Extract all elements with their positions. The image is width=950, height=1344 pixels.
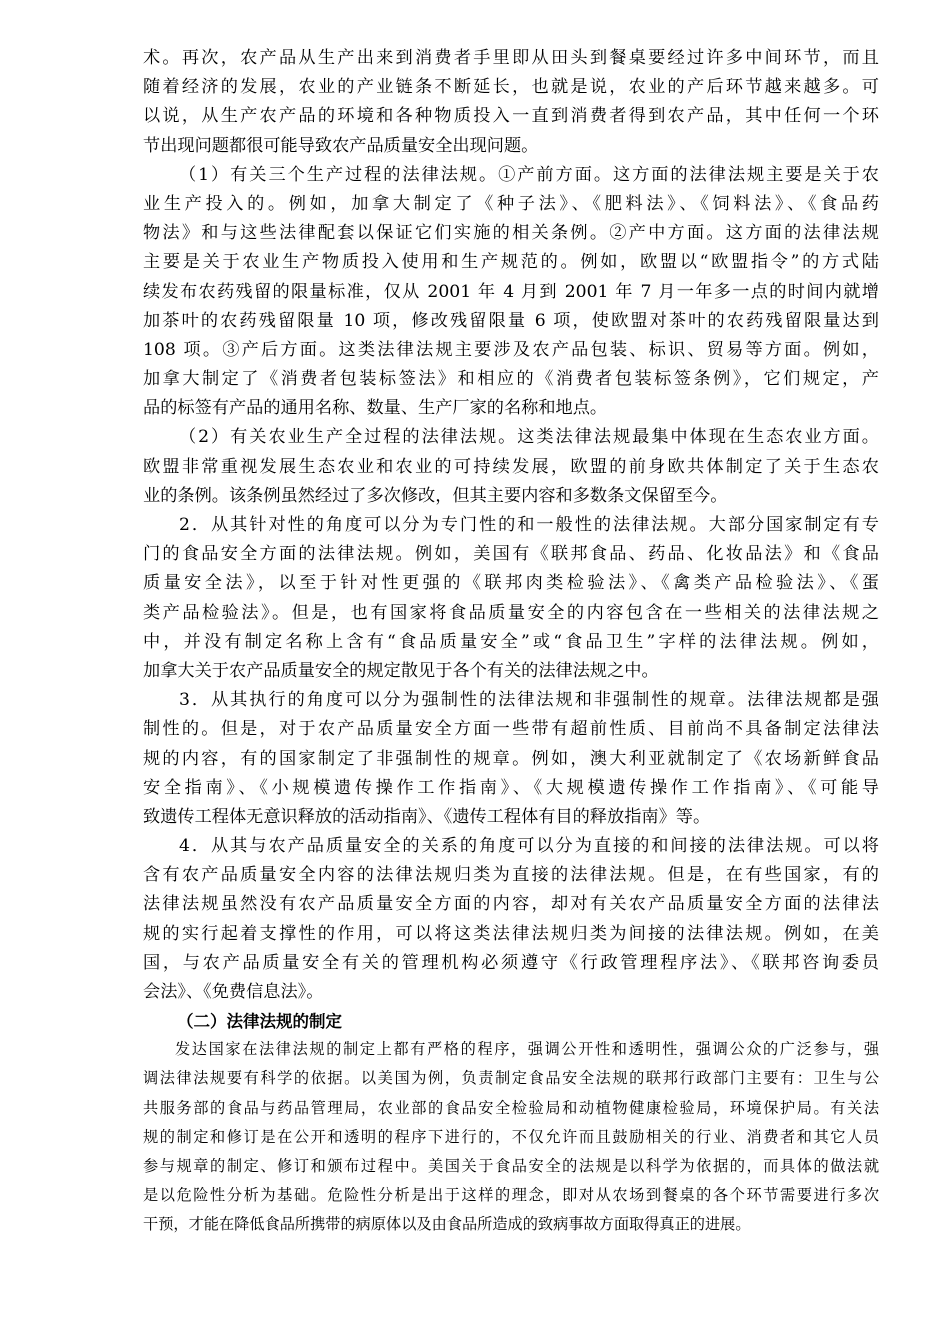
text-line: 规的内容，有的国家制定了非强制性的规章。例如，澳大利亚就制定了《农场新鲜食品	[143, 748, 879, 769]
text-line: 3．从其执行的角度可以分为强制性的法律法规和非强制性的规章。法律法规都是强	[179, 690, 879, 711]
text-line: 节出现问题都很可能导致农产品质量安全出现问题。	[143, 135, 539, 156]
text-line: 加拿大关于农产品质量安全的规定散见于各个有关的法律法规之中。	[143, 660, 659, 681]
text-line: 续发布农药残留的限量标准，仅从 2001 年 4 月到 2001 年 7 月一年多一点的时间内就增	[143, 281, 879, 302]
text-line: 欧盟非常重视发展生态农业和农业的可持续发展，欧盟的前身欧共体制定了关于生态农	[143, 456, 879, 477]
section-heading: （二）法律法规的制定	[177, 1012, 342, 1032]
text-line: 物法》和与这些法律配套以保证它们实施的相关条例。②产中方面。这方面的法律法规	[143, 223, 879, 244]
text-line: 4．从其与农产品质量安全的关系的角度可以分为直接的和间接的法律法规。可以将	[179, 836, 879, 857]
text-line: 以说，从生产农产品的环境和各种物质投入一直到消费者得到农产品，其中任何一个环	[143, 106, 879, 127]
text-line: 主要是关于农业生产物质投入使用和生产规范的。例如，欧盟以“欧盟指令”的方式陆	[143, 252, 879, 273]
text-line: 参与规章的制定、修订和颁布过程中。美国关于食品安全的法规是以科学为依据的，而具体的做法就	[143, 1156, 879, 1175]
text-line: 法律法规虽然没有农产品质量安全方面的内容，却对有关农产品质量安全方面的法律法	[143, 894, 879, 915]
text-line: 术。再次，农产品从生产出来到消费者手里即从田头到餐桌要经过许多中间环节，而且	[143, 48, 879, 68]
text-line: （1）有关三个生产过程的法律法规。①产前方面。这方面的法律法规主要是关于农	[179, 164, 879, 185]
text-line: （2）有关农业生产全过程的法律法规。这类法律法规最集中体现在生态农业方面。	[179, 427, 879, 448]
paragraph-law-making	[143, 1035, 879, 1239]
text-line: 加茶叶的农药残留限量 10 项，修改残留限量 6 项，使欧盟对茶叶的农药残留限量达到	[143, 310, 879, 331]
text-line: 安全指南》、《小规模遗传操作工作指南》、《大规模遗传操作工作指南》、《可能导	[143, 777, 879, 798]
text-line: 含有农产品质量安全内容的法律法规归类为直接的法律法规。但是，在有些国家，有的	[143, 865, 879, 886]
text-line: 类产品检验法》。但是，也有国家将食品质量安全的内容包含在一些相关的法律法规之	[143, 602, 879, 623]
document-page	[143, 44, 879, 1240]
text-line: 门的食品安全方面的法律法规。例如，美国有《联邦食品、药品、化妆品法》和《食品	[143, 544, 879, 565]
text-line: 108 项。③产后方面。这类法律法规主要涉及农产品包装、标识、贸易等方面。例如，	[143, 339, 879, 360]
text-line: 会法》、《免费信息法》。	[143, 982, 324, 1002]
text-line: 制性的。但是，对于农产品质量安全方面一些带有超前性质、目前尚不具备制定法律法	[143, 719, 879, 740]
text-line: 致遗传工程体无意识释放的活动指南》、《遗传工程体有目的释放指南》等。	[143, 806, 711, 827]
text-line: 质量安全法》，以至于针对性更强的《联邦肉类检验法》、《禽类产品检验法》、《蛋	[143, 573, 879, 594]
text-line: 规的制定和修订是在公开和透明的程序下进行的，不仅允许而且鼓励相关的行业、消费者和其它人员	[143, 1127, 879, 1146]
text-line: 随着经济的发展，农业的产业链条不断延长，也就是说，农业的产后环节越来越多。可	[143, 77, 879, 98]
text-line: 业生产投入的。例如，加拿大制定了《种子法》、《肥料法》、《饲料法》、《食品药	[143, 193, 879, 214]
text-line: 规的实行起着支撑性的作用，可以将这类法律法规归类为间接的法律法规。例如，在美	[143, 923, 879, 944]
text-line: 调法律法规要有科学的依据。以美国为例，负责制定食品安全法规的联邦行政部门主要有：卫生与公	[143, 1069, 879, 1088]
text-line: 发达国家在法律法规的制定上都有严格的程序，强调公开性和透明性，强调公众的广泛参与，强	[175, 1040, 879, 1059]
paragraph-intro	[143, 44, 879, 161]
paragraph-targeting	[143, 511, 879, 686]
text-line: 共服务部的食品与药品管理局，农业部的食品安全检验局和动植物健康检验局，环境保护局。有关法	[143, 1098, 879, 1117]
text-line: 干预，才能在降低食品所携带的病原体以及由食品所造成的致病事故方面取得真正的进展。	[143, 1215, 751, 1234]
text-line: 2．从其针对性的角度可以分为专门性的和一般性的法律法规。大部分国家制定有专	[179, 515, 879, 535]
text-line: 国，与农产品质量安全有关的管理机构必须遵守《行政管理程序法》、《联邦咨询委员	[143, 952, 879, 973]
paragraph-three-production-processes	[143, 161, 879, 424]
text-line: 加拿大制定了《消费者包装标签法》和相应的《消费者包装标签条例》，它们规定，产	[143, 369, 879, 390]
text-line: 中，并没有制定名称上含有“食品质量安全”或“食品卫生”字样的法律法规。例如，	[143, 631, 879, 652]
paragraph-enforcement	[143, 686, 879, 832]
text-line: 是以危险性分析为基础。危险性分析是出于这样的理念，即对从农场到餐桌的各个环节需要进行多次	[143, 1186, 879, 1205]
paragraph-whole-process	[143, 423, 879, 511]
text-line: 业的条例。该条例虽然经过了多次修改，但其主要内容和多数条文保留至今。	[143, 485, 728, 506]
text-line: 品的标签有产品的通用名称、数量、生产厂家的名称和地点。	[143, 398, 608, 419]
paragraph-direct-indirect	[143, 832, 879, 1007]
